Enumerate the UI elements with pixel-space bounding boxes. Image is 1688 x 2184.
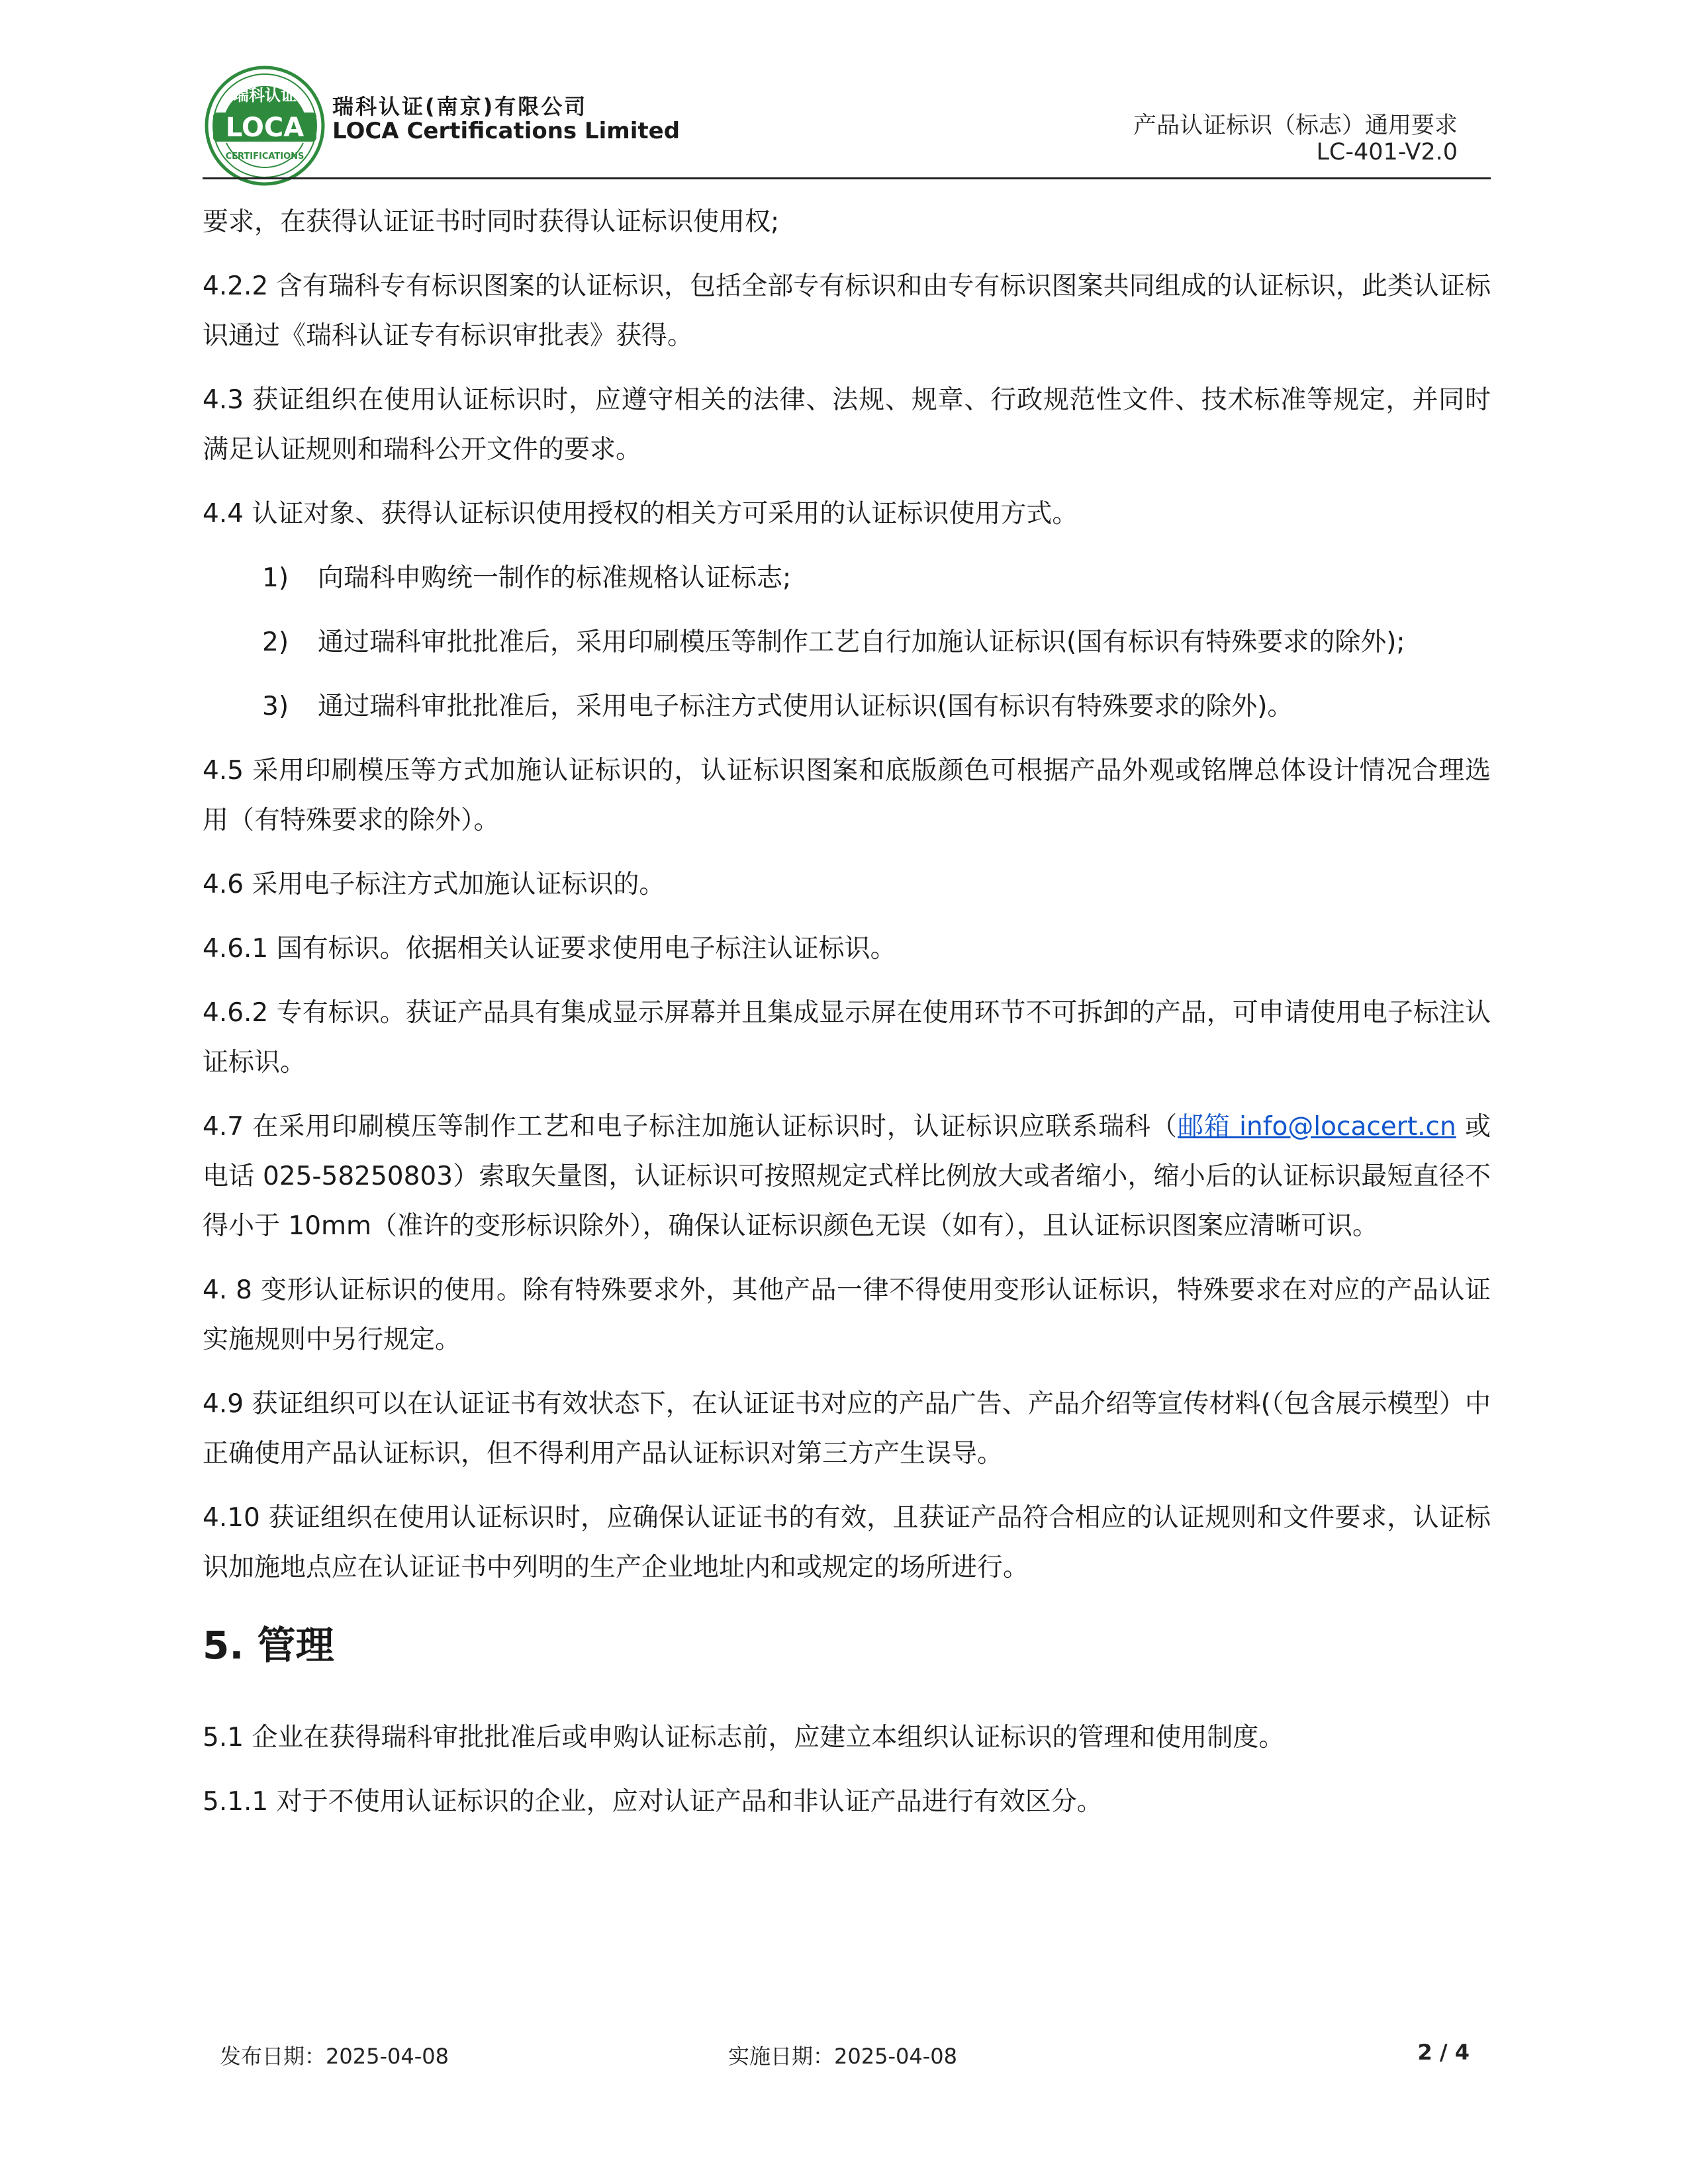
loca-logo	[204, 65, 326, 187]
paragraph-4-4: 4.4 认证对象、获得认证标识使用授权的相关方可采用的认证标识使用方式。	[203, 499, 1078, 529]
paragraph-4-3: 4.3 获证组织在使用认证标识时，应遵守相关的法律、法规、规章、行政规范性文件、技术标准等规定，并同时满足认证规则和瑞科公开文件的要求。	[203, 385, 1491, 465]
list-text: 通过瑞科审批批准后，采用电子标注方式使用认证标识(国有标识有特殊要求的除外)。	[318, 692, 1293, 721]
document-title: 产品认证标识（标志）通用要求	[1133, 113, 1458, 139]
paragraph-continuation: 要求，在获得认证证书时同时获得认证标识使用权;	[203, 207, 780, 237]
page-number: 2 / 4	[1417, 2040, 1470, 2065]
header-divider	[203, 177, 1491, 179]
logo-ring-text: 瑞科认证	[233, 86, 297, 105]
company-name-cn: 瑞科认证(南京)有限公司	[332, 94, 588, 119]
document-code: LC-401-V2.0	[1316, 139, 1458, 165]
list-item	[203, 682, 1491, 731]
logo-center-text: LOCA	[225, 113, 305, 143]
paragraph-4-10: 4.10 获证组织在使用认证标识时，应确保认证证书的有效，且获证产品符合相应的认证规则和文件要求，认证标识加施地点应在认证证书中列明的生产企业地址内和或规定的场所进行。	[203, 1503, 1491, 1582]
paragraph-4-6-1: 4.6.1 国有标识。依据相关认证要求使用电子标注认证标识。	[203, 934, 896, 964]
section-5-heading: 5. 管理	[203, 1623, 334, 1668]
paragraph-4-8: 4. 8 变形认证标识的使用。除有特殊要求外，其他产品一律不得使用变形认证标识，特殊要求在对应的产品认证实施规则中另行规定。	[203, 1275, 1491, 1355]
paragraph-5-1-1: 5.1.1 对于不使用认证标识的企业，应对认证产品和非认证产品进行有效区分。	[203, 1787, 1103, 1817]
list-item	[203, 553, 1491, 603]
paragraph-4-2-2: 4.2.2 含有瑞科专有标识图案的认证标识，包括全部专有标识和由专有标识图案共同组成的认证标识，此类认证标识通过《瑞科认证专有标识审批表》获得。	[203, 271, 1491, 351]
paragraph-4-6: 4.6 采用电子标注方式加施认证标识的。	[203, 870, 665, 899]
list-number: 3)	[262, 692, 289, 721]
paragraph-4-7-end: 或电话 025-58250803）索取矢量图，认证标识可按照规定式样比例放大或者缩小，缩小后的认证标识最短直径不得小于 10mm（准许的变形标识除外），确保认证标识颜色无误（如有），且认证标识图案应清晰可识。	[203, 1112, 1491, 1241]
logo-bottom-text: CERTIFICATIONS	[225, 152, 305, 161]
email-link[interactable]: 邮箱 info@locacert.cn	[1177, 1112, 1456, 1142]
implementation-date: 实施日期：2025-04-08	[728, 2044, 957, 2069]
paragraph-4-7	[203, 1102, 1491, 1251]
list-number: 2)	[262, 627, 289, 657]
paragraph-5-1: 5.1 企业在获得瑞科审批批准后或申购认证标志前，应建立本组织认证标识的管理和使用制度。	[203, 1723, 1285, 1752]
list-text: 通过瑞科审批批准后，采用印刷模压等制作工艺自行加施认证标识(国有标识有特殊要求的除外);	[318, 627, 1405, 657]
issue-date: 发布日期：2025-04-08	[220, 2044, 449, 2069]
list-number: 1)	[262, 563, 289, 593]
paragraph-4-9: 4.9 获证组织可以在认证证书有效状态下，在认证证书对应的产品广告、产品介绍等宣传材料(（包含展示模型）中正确使用产品认证标识，但不得利用产品认证标识对第三方产生误导。	[203, 1389, 1491, 1469]
paragraph-4-5: 4.5 采用印刷模压等方式加施认证标识的，认证标识图案和底版颜色可根据产品外观或铭牌总体设计情况合理选用（有特殊要求的除外）。	[203, 756, 1491, 835]
list-text: 向瑞科申购统一制作的标准规格认证标志;	[318, 563, 792, 593]
list-item	[203, 617, 1491, 667]
document-body	[203, 197, 1491, 1841]
company-name-en: LOCA Certifications Limited	[332, 118, 680, 144]
paragraph-4-7-start: 4.7 在采用印刷模压等制作工艺和电子标注加施认证标识时，认证标识应联系瑞科（	[203, 1112, 1178, 1142]
paragraph-4-6-2: 4.6.2 专有标识。获证产品具有集成显示屏幕并且集成显示屏在使用环节不可拆卸的产品，可申请使用电子标注认证标识。	[203, 998, 1491, 1077]
